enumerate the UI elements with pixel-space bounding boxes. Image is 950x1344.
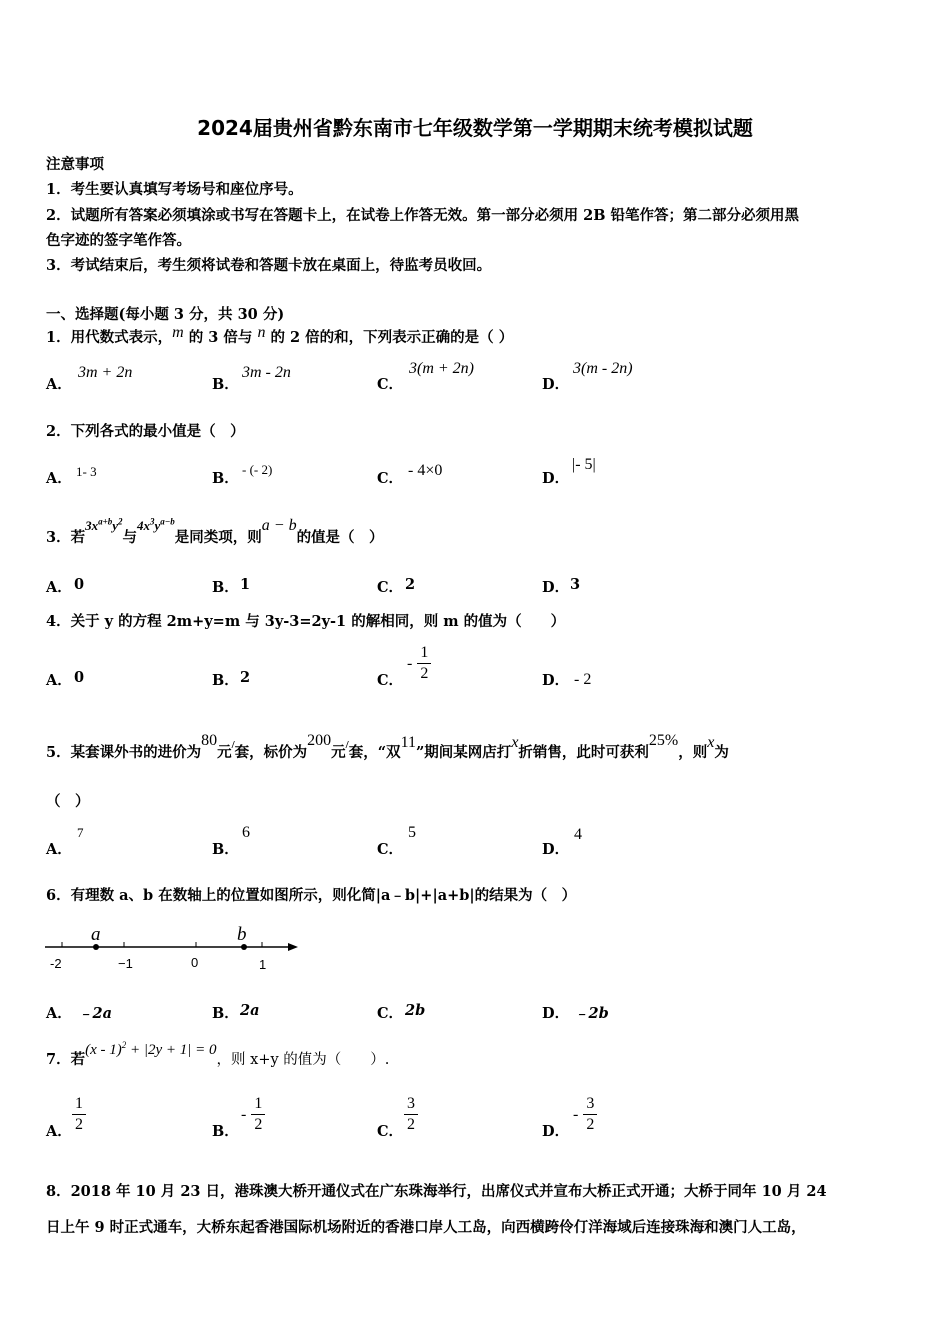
q4-option-c: - $\frac{1}{2}$: [407, 643, 431, 684]
q7-option-a: $\frac{1}{2}$: [72, 1094, 86, 1135]
q2-option-a: 1- 3: [76, 464, 97, 479]
q7-option-c: $\frac{3}{2}$: [404, 1094, 418, 1135]
question-4: 4．关于 y 的方程 2m+y=m 与 3y-3=2y-1 的解相同，则 m 的值为（ ）: [46, 613, 566, 630]
tick-label-0: 0: [191, 955, 199, 970]
option-b-label: B．: [212, 841, 239, 858]
q4-option-b: 2: [240, 669, 251, 686]
tick-label-minus-2: -2: [50, 956, 62, 971]
option-d-label: D．: [542, 579, 570, 596]
q2-option-c: - 4×0: [408, 462, 443, 479]
tick-label-minus-1: −1: [118, 956, 133, 971]
option-c-label: C．: [377, 376, 404, 393]
q5-option-c: 5: [408, 824, 416, 841]
q3-option-a: 0: [74, 576, 85, 593]
option-c-label: C．: [377, 841, 404, 858]
q6-option-b: 2a: [240, 1002, 260, 1019]
notice-heading: 注意事项: [46, 156, 104, 173]
question-8-line-1: 8．2018 年 10 月 23 日，港珠澳大桥开通仪式在广东珠海举行，出席仪式并宣布大桥正式开通；大桥于同年 10 月 24: [46, 1183, 827, 1200]
question-5: 5．某套课外书的进价为80元/套，标价为200元/套，“双11”期间某网店打x折销售，此时可获利25%，则x为: [46, 732, 729, 761]
notice-item: 色字迹的签字笔作答。: [46, 232, 191, 249]
option-b-label: B．: [212, 579, 239, 596]
page-title: 2024届贵州省黔东南市七年级数学第一学期期末统考模拟试题: [197, 116, 753, 140]
question-8-line-2: 日上午 9 时正式通车，大桥东起香港国际机场附近的香港口岸人工岛，向西横跨伶仃洋海域后连接珠海和澳门人工岛，: [46, 1219, 806, 1236]
section-heading: 一、选择题(每小题 3 分，共 30 分): [46, 306, 285, 323]
option-c-label: C．: [377, 1123, 404, 1140]
q3-option-d: 3: [570, 576, 581, 593]
option-d-label: D．: [542, 672, 570, 689]
label-b: b: [237, 924, 247, 945]
option-c-label: C．: [377, 1005, 404, 1022]
tick-label-1: 1: [259, 957, 267, 972]
q1-option-d: 3(m - 2n): [573, 360, 633, 377]
label-a: a: [91, 924, 101, 945]
q6-option-c: 2b: [405, 1002, 426, 1019]
question-1: 1．用代数式表示，m 的 3 倍与 n 的 2 倍的和，下列表示正确的是（ ）: [46, 324, 514, 346]
option-c-label: C．: [377, 672, 404, 689]
axis-arrow: [288, 943, 298, 951]
q2-option-b: - (- 2): [242, 462, 273, 477]
option-b-label: B．: [212, 376, 239, 393]
q5-option-b: 6: [242, 824, 250, 841]
q3-option-b: 1: [240, 576, 251, 593]
option-a-label: A．: [46, 470, 72, 487]
option-d-label: D．: [542, 841, 570, 858]
question-2: 2．下列各式的最小值是（ ）: [46, 423, 245, 440]
q1-option-a: 3m + 2n: [78, 364, 133, 381]
q5-option-a: 7: [77, 825, 84, 840]
q6-option-d: ﹣2b: [574, 1005, 609, 1022]
option-a-label: A．: [46, 376, 72, 393]
q1-option-c: 3(m + 2n): [409, 360, 475, 377]
option-a-label: A．: [46, 1005, 72, 1022]
option-d-label: D．: [542, 470, 570, 487]
question-5-paren: （ ）: [46, 793, 90, 810]
q5-option-d: 4: [574, 826, 582, 843]
q6-option-a: ﹣2a: [78, 1005, 112, 1022]
q4-option-d: - 2: [574, 671, 592, 688]
notice-item: 2．试题所有答案必须填涂或书写在答题卡上，在试卷上作答无效。第一部分必须用 2B 铅笔作答；第二部分必须用黑: [46, 207, 800, 224]
q3-option-c: 2: [405, 576, 416, 593]
option-d-label: D．: [542, 1005, 570, 1022]
question-7: 7．若(x - 1)$^2$ + |2y + 1| = 0，则 x+y 的值为（ ）.: [46, 1040, 390, 1068]
option-a-label: A．: [46, 1123, 72, 1140]
option-b-label: B．: [212, 1123, 239, 1140]
option-d-label: D．: [542, 1123, 570, 1140]
option-a-label: A．: [46, 579, 72, 596]
option-c-label: C．: [377, 579, 404, 596]
q2-option-d: |- 5|: [572, 456, 596, 473]
question-6: 6．有理数 a、b 在数轴上的位置如图所示，则化简|a﹣b|+|a+b|的结果为（ ）: [46, 887, 577, 904]
option-a-label: A．: [46, 841, 72, 858]
q7-option-d: - $\frac{3}{2}$: [573, 1094, 597, 1135]
option-d-label: D．: [542, 376, 570, 393]
option-b-label: B．: [212, 470, 239, 487]
option-a-label: A．: [46, 672, 72, 689]
option-b-label: B．: [212, 672, 239, 689]
number-line: [40, 920, 310, 976]
q4-option-a: 0: [74, 669, 85, 686]
notice-item: 1．考生要认真填写考场号和座位序号。: [46, 181, 303, 198]
notice-item: 3．考试结束后，考生须将试卷和答题卡放在桌面上，待监考员收回。: [46, 257, 492, 274]
question-3: 3．若$3x^{a+b}y^2$与$4x^3y^{a-b}$是同类项，则a − b的值是（ ）: [46, 516, 384, 546]
q1-option-b: 3m - 2n: [242, 364, 291, 381]
option-c-label: C．: [377, 470, 404, 487]
option-b-label: B．: [212, 1005, 239, 1022]
q7-option-b: - $\frac{1}{2}$: [241, 1094, 265, 1135]
